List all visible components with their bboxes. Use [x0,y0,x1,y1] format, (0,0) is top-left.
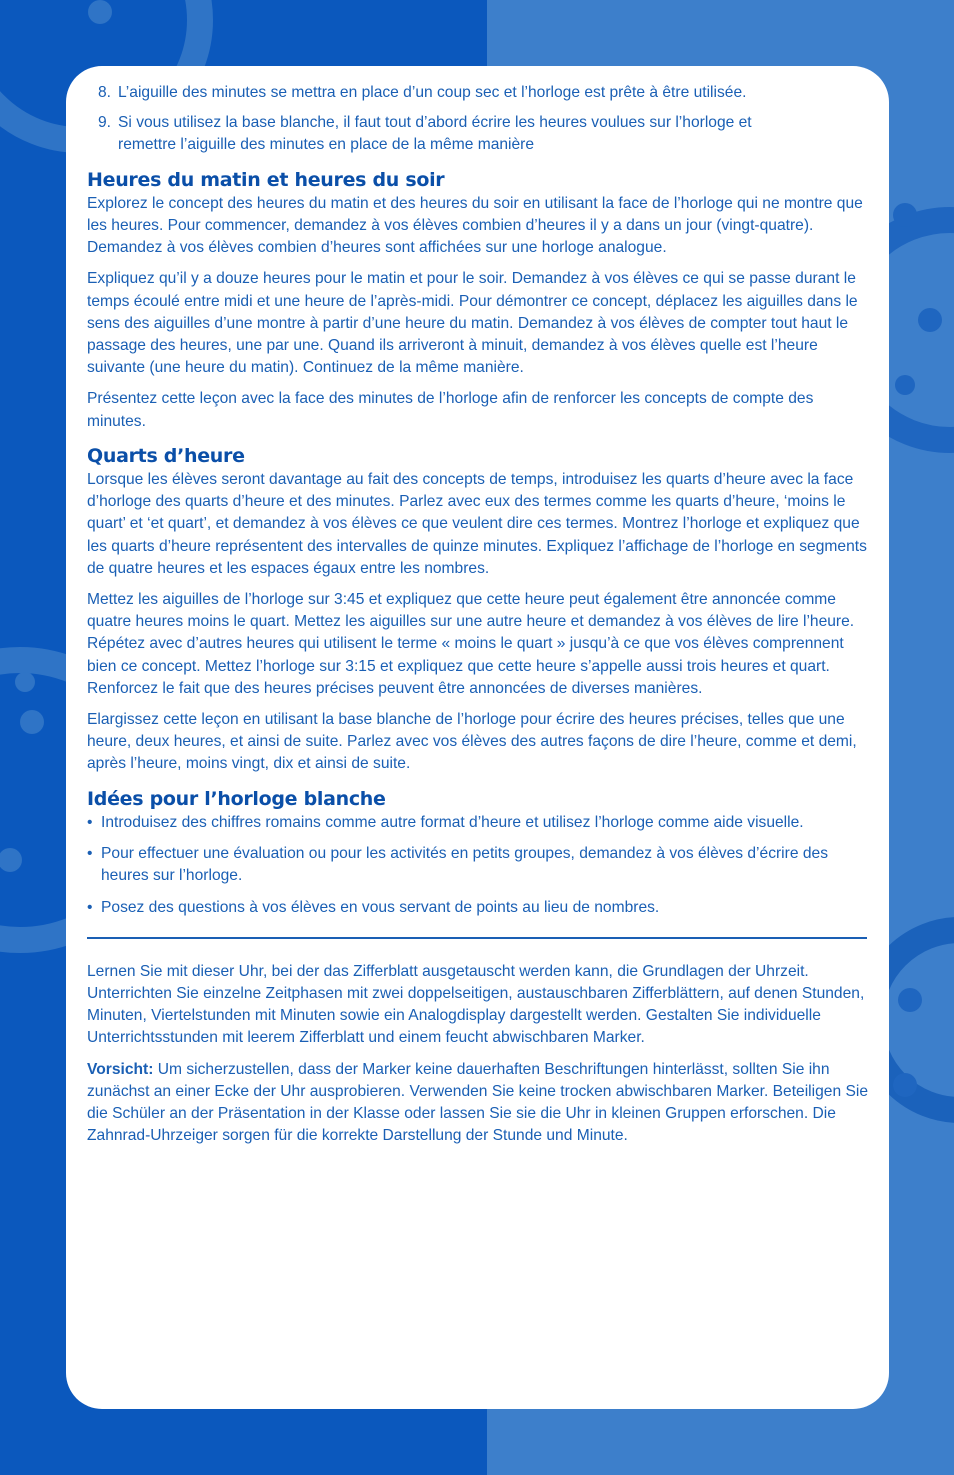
step-item-9 [87,112,790,156]
bullet-icon: • [87,813,93,831]
list-item [87,897,873,919]
instructions-content [87,82,873,1156]
heading-quarts: Quarts d’heure [87,444,245,467]
section-divider [87,937,867,939]
caution-text: Um sicherzustellen, dass der Marker keine dauerhaften Beschriftungen hinterlässt, sollten Sie ihn zunächst an einer Ecke der Uhr ausprobieren. Verwenden Sie keine trocken abwischbaren Marker. Beteiligen Sie die Schüler an der Präsentation in der Klasse oder lassen Sie sie die Uhr in kleinen Gruppen erforschen. Die Zahnrad-Uhrzeiger sorgen für die korrekte Darstellung der Stunde und Minute. [87,1060,868,1145]
step-item-8 [87,82,790,104]
bullet-icon: • [87,845,93,863]
step-number: 8. [98,84,112,101]
paragraph: Lorsque les élèves seront davantage au fait des concepts de temps, introduisez les quarts d’heure avec la face d’horloge des quarts d’heure et des minutes. Parlez avec eux des termes comme les quarts d’heure, ‘moins le quart’ et ‘et quart’, et demandez à vos élèves ce que veulent dire ces termes. Montrez l’horloge et expliquez que les quarts d’heure représentent des intervalles de quinze minutes. Expliquez l’affichage de l’horloge en segments de quatre heures et les espaces égaux entre les nombres. [87,471,867,577]
paragraph: Présentez cette leçon avec la face des minutes de l’horloge afin de renforcer les concepts de compte des minutes. [87,390,814,430]
paragraph: Elargissez cette leçon en utilisant la base blanche de l’horloge pour écrire des heures précises, telles que une heure, deux heures, et ainsi de suite. Parlez avec vos élèves des autres façons de dire l’heure, comme et demi, après l’heure, moins vingt, dix et ainsi de suite. [87,711,857,773]
heading-matin-soir: Heures du matin et heures du soir [87,168,445,191]
list-item [87,843,873,887]
step-number: 9. [98,114,112,132]
caution-label: Vorsicht: [87,1060,154,1078]
paragraph: Mettez les aiguilles de l’horloge sur 3:45 et expliquez que cette heure peut également être annoncée comme quatre heures moins le quart. Mettez les aiguilles sur une autre heure et demandez à vos élèves de lire l’heure. Répétez avec d’autres heures qui utilisent le terme « moins le quart » jusqu’à ce que vos élèves comprennent bien ce concept. Mettez l’horloge sur 3:15 et expliquez que cette heure s’appelle aussi trois heures et quart. Renforcez le fait que des heures précises peuvent être annoncées de diverses manières. [87,591,855,697]
bullet-icon: • [87,898,93,916]
bullet-text: Pour effectuer une évaluation ou pour les activités en petits groupes, demandez à vos élèves d’écrire des heures sur l’horloge. [101,845,828,885]
paragraph: Expliquez qu’il y a douze heures pour le matin et pour le soir. Demandez à vos élèves ce qui se passe durant le temps écoulé entre midi et une heure de l’après-midi. Pour démontrer ce concept, déplacez les aiguilles dans le sens des aiguilles d’une montre à partir d’une heure du matin. Demandez à vos élèves de compter tout haut le passage des heures, une par une. Quand ils arriveront à minuit, demandez à vos élèves quelle est l’heure suivante (une heure du matin). Continuez de la même manière. [87,270,858,377]
list-item [87,812,873,834]
bullet-text: Introduisez des chiffres romains comme autre format d’heure et utilisez l’horloge comme aide visuelle. [101,813,804,831]
step-text: Si vous utilisez la base blanche, il faut tout d’abord écrire les heures voulues sur l’horloge et remettre l’aiguille des minutes en place de la même manière [118,114,752,154]
german-paragraph: Lernen Sie mit dieser Uhr, bei der das Zifferblatt ausgetauscht werden kann, die Grundlagen der Uhrzeit. Unterrichten Sie einzelne Zeitphasen mit zwei doppelseitigen, austauschbaren Zifferblättern, auf denen Stunden, Minuten, Viertelstunden mit Minuten sowie ein Analogdisplay dargestellt werden. Gestalten Sie individuelle Unterrichtsstunden mit leerem Zifferblatt und einem feucht abwischbaren Marker. [87,962,865,1047]
caution-paragraph [87,1059,873,1148]
paragraph: Explorez le concept des heures du matin et des heures du soir en utilisant la face de l’horloge qui ne montre que les heures. Pour commencer, demandez à vos élèves combien d’heures il y a dans un jour (vingt-quatre). Demandez à vos élèves combien d’heures sont affichées sur une horloge analogue. [87,194,863,257]
bullet-text: Posez des questions à vos élèves en vous servant de points au lieu de nombres. [101,898,660,916]
step-text: L’aiguille des minutes se mettra en place d’un coup sec et l’horloge est prête à être utilisée. [118,84,747,101]
heading-idees: Idées pour l’horloge blanche [87,787,386,810]
